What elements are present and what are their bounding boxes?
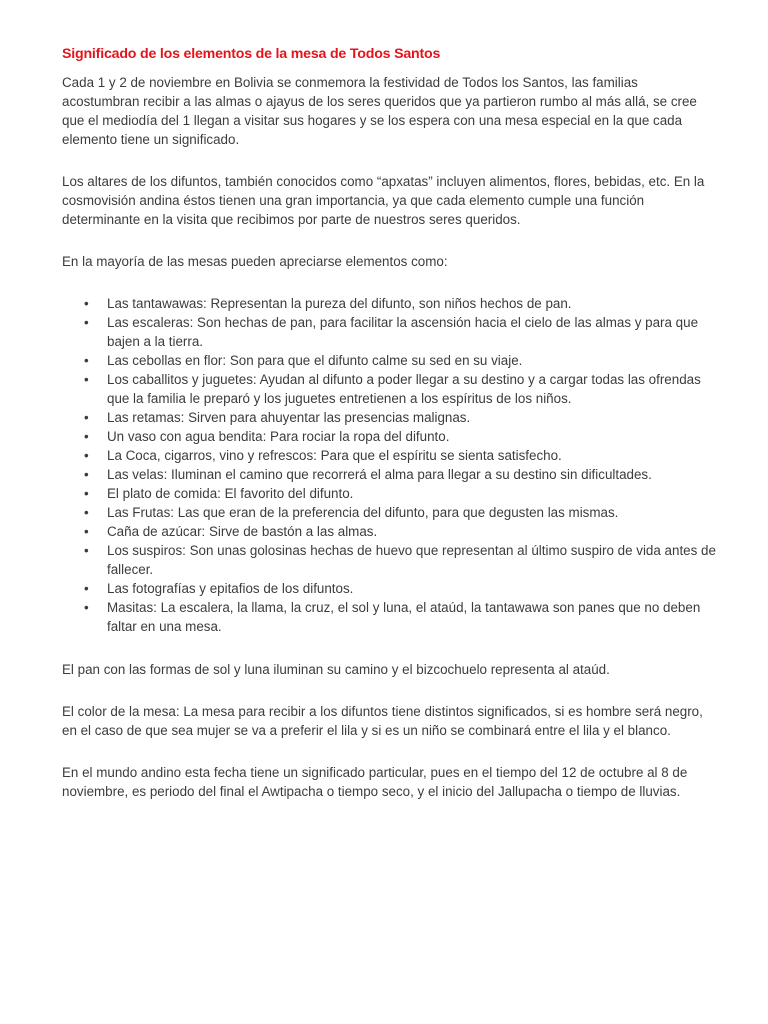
list-item — [62, 503, 716, 522]
list-item-text: Las cebollas en flor: Son para que el difunto calme su sed en su viaje. — [107, 353, 523, 368]
list-item-text: Las tantawawas: Representan la pureza del difunto, son niños hechos de pan. — [107, 296, 572, 311]
bullet-icon: • — [84, 524, 89, 539]
list-item-text: La Coca, cigarros, vino y refrescos: Para que el espíritu se sienta satisfecho. — [107, 448, 562, 463]
bullet-icon: • — [84, 581, 89, 596]
altars-paragraph: Los altares de los difuntos, también conocidos como “apxatas” incluyen alimentos, flores, bebidas, etc. En la cosmovisión andina éstos tienen una gran importancia, ya que cada elemento cumple una función determinante en la visita que recibimos por parte de nuestros seres queridos. — [62, 174, 705, 227]
elements-intro-paragraph: En la mayoría de las mesas pueden apreciarse elementos como: — [62, 254, 448, 269]
list-item-text: Los suspiros: Son unas golosinas hechas de huevo que representan al último suspiro de vida antes de fallecer. — [107, 543, 716, 577]
bullet-icon: • — [84, 429, 89, 444]
list-item — [62, 484, 716, 503]
bullet-icon: • — [84, 353, 89, 368]
list-item-text: Las Frutas: Las que eran de la preferencia del difunto, para que degusten las mismas. — [107, 505, 619, 520]
list-item-text: Los caballitos y juguetes: Ayudan al difunto a poder llegar a su destino y a cargar todas las ofrendas que la familia le preparó y los juguetes entretienen a los espíritus de los niños. — [107, 372, 701, 406]
bread-paragraph: El pan con las formas de sol y luna iluminan su camino y el bizcochuelo representa al ataúd. — [62, 662, 610, 677]
list-item — [62, 408, 716, 427]
bullet-icon: • — [84, 296, 89, 311]
list-item — [62, 541, 716, 579]
list-item — [62, 427, 716, 446]
bullet-icon: • — [84, 600, 89, 615]
bullet-icon: • — [84, 486, 89, 501]
table-color-paragraph: El color de la mesa: La mesa para recibir a los difuntos tiene distintos significados, si es hombre será negro, en el caso de que sea mujer se va a preferir el lila y si es un niño se combinará entre el lila y el blanco. — [62, 704, 703, 738]
andean-season-paragraph: En el mundo andino esta fecha tiene un significado particular, pues en el tiempo del 12 de octubre al 8 de noviembre, es periodo del final el Awtipacha o tiempo seco, y el inicio del Jallupacha o tiempo de lluvias. — [62, 765, 688, 799]
list-item — [62, 465, 716, 484]
list-item-text: Caña de azúcar: Sirve de bastón a las almas. — [107, 524, 378, 539]
list-item — [62, 370, 716, 408]
elements-list — [62, 294, 716, 636]
document-page — [62, 44, 716, 824]
list-item-text: El plato de comida: El favorito del difunto. — [107, 486, 354, 501]
list-item — [62, 579, 716, 598]
bullet-icon: • — [84, 410, 89, 425]
list-item — [62, 351, 716, 370]
list-item-text: Las velas: Iluminan el camino que recorrerá el alma para llegar a su destino sin dificultades. — [107, 467, 652, 482]
list-item — [62, 522, 716, 541]
list-item-text: Las retamas: Sirven para ahuyentar las presencias malignas. — [107, 410, 471, 425]
bullet-icon: • — [84, 505, 89, 520]
list-item-text: Las escaleras: Son hechas de pan, para facilitar la ascensión hacia el cielo de las almas y para que bajen a la tierra. — [107, 315, 699, 349]
list-item — [62, 294, 716, 313]
list-item-text: Un vaso con agua bendita: Para rociar la ropa del difunto. — [107, 429, 450, 444]
document-title: Significado de los elementos de la mesa de Todos Santos — [62, 46, 441, 62]
list-item — [62, 446, 716, 465]
list-item — [62, 313, 716, 351]
bullet-icon: • — [84, 467, 89, 482]
bullet-icon: • — [84, 372, 89, 387]
list-item-text: Masitas: La escalera, la llama, la cruz, el sol y luna, el ataúd, la tantawawa son panes que no deben faltar en una mesa. — [107, 600, 701, 634]
intro-paragraph: Cada 1 y 2 de noviembre en Bolivia se conmemora la festividad de Todos los Santos, las familias acostumbran recibir a las almas o ajayus de los seres queridos que ya partieron rumbo al más allá, se cree que el mediodía del 1 llegan a visitar sus hogares y se los espera con una mesa especial en la que cada elemento tiene un significado. — [62, 75, 697, 147]
list-item-text: Las fotografías y epitafios de los difuntos. — [107, 581, 354, 596]
bullet-icon: • — [84, 448, 89, 463]
bullet-icon: • — [84, 315, 89, 330]
list-item — [62, 598, 716, 636]
bullet-icon: • — [84, 543, 89, 558]
